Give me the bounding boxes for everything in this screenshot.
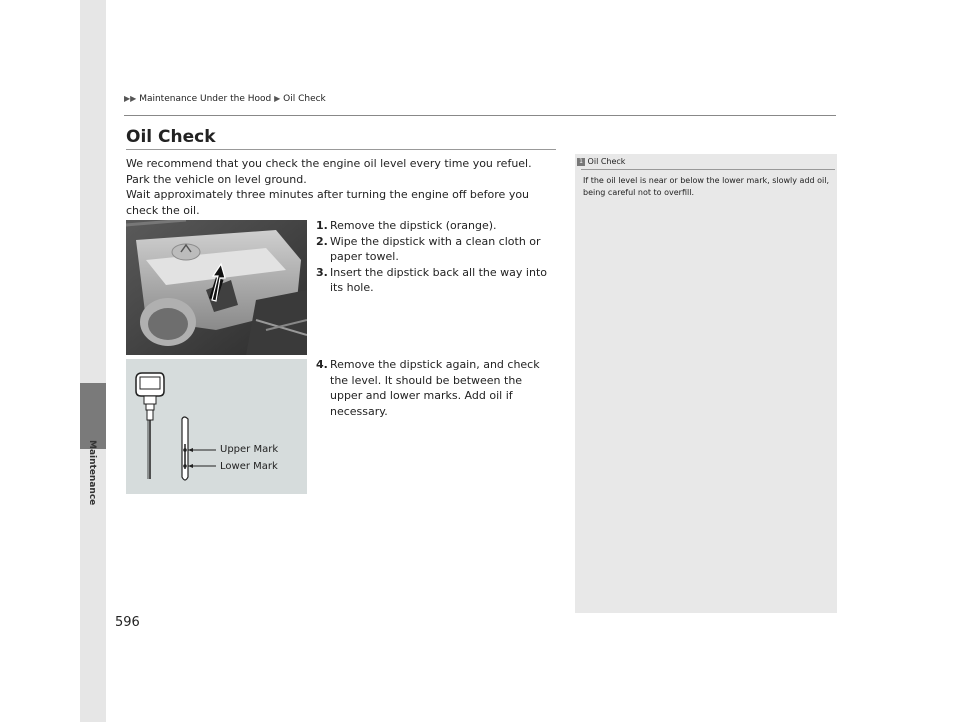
page-title: Oil Check — [126, 127, 216, 147]
step-item — [316, 234, 548, 265]
steps-list — [316, 218, 548, 296]
steps-list-continued — [316, 357, 548, 419]
upper-mark-label: Upper Mark — [220, 444, 279, 455]
engine-photo-illustration — [126, 220, 307, 355]
step-item — [316, 218, 548, 234]
step-number: 4. — [316, 358, 328, 371]
sidebar-divider — [581, 169, 835, 170]
step-text: Remove the dipstick (orange). — [330, 219, 497, 232]
intro-text — [126, 156, 556, 218]
note-icon: 1 — [577, 158, 585, 166]
breadcrumb-arrow-icon: ▶ — [274, 94, 281, 103]
intro-line: We recommend that you check the engine oil level every time you refuel. — [126, 157, 532, 170]
section-tab — [80, 0, 106, 722]
breadcrumb-arrow-icon: ▶▶ — [124, 94, 137, 103]
dipstick-illustration — [126, 359, 307, 494]
step-text: Wipe the dipstick with a clean cloth or paper towel. — [330, 234, 541, 263]
sidebar-heading-text: Oil Check — [587, 157, 626, 166]
intro-line: Park the vehicle on level ground. — [126, 172, 307, 186]
sidebar-note — [575, 154, 837, 613]
step-text: Remove the dipstick again, and check the level. It should be between the upper and lower marks. Add oil if necessary. — [330, 358, 540, 418]
breadcrumb — [124, 94, 326, 104]
dipstick-diagram — [126, 359, 307, 494]
sidebar-text: If the oil level is near or below the lower mark, slowly add oil, being careful not to overfill. — [583, 176, 830, 197]
sidebar-heading — [577, 157, 625, 166]
step-number: 1. — [316, 219, 328, 232]
breadcrumb-item-oil-check[interactable]: Oil Check — [283, 94, 326, 104]
step-number: 3. — [316, 265, 328, 279]
step-text: Insert the dipstick back all the way into its hole. — [330, 265, 547, 294]
intro-line: Wait approximately three minutes after turning the engine off before you check the oil. — [126, 188, 530, 217]
breadcrumb-item-maintenance-under-hood[interactable]: Maintenance Under the Hood — [139, 94, 272, 104]
title-divider — [126, 149, 556, 150]
lower-mark-label: Lower Mark — [220, 461, 278, 472]
step-item — [316, 265, 548, 296]
header-divider — [124, 115, 836, 116]
step-item — [316, 357, 548, 419]
step-number: 2. — [316, 234, 328, 248]
section-tab-label: Maintenance — [87, 440, 97, 506]
engine-photo — [126, 220, 307, 355]
page-number: 596 — [115, 615, 140, 630]
